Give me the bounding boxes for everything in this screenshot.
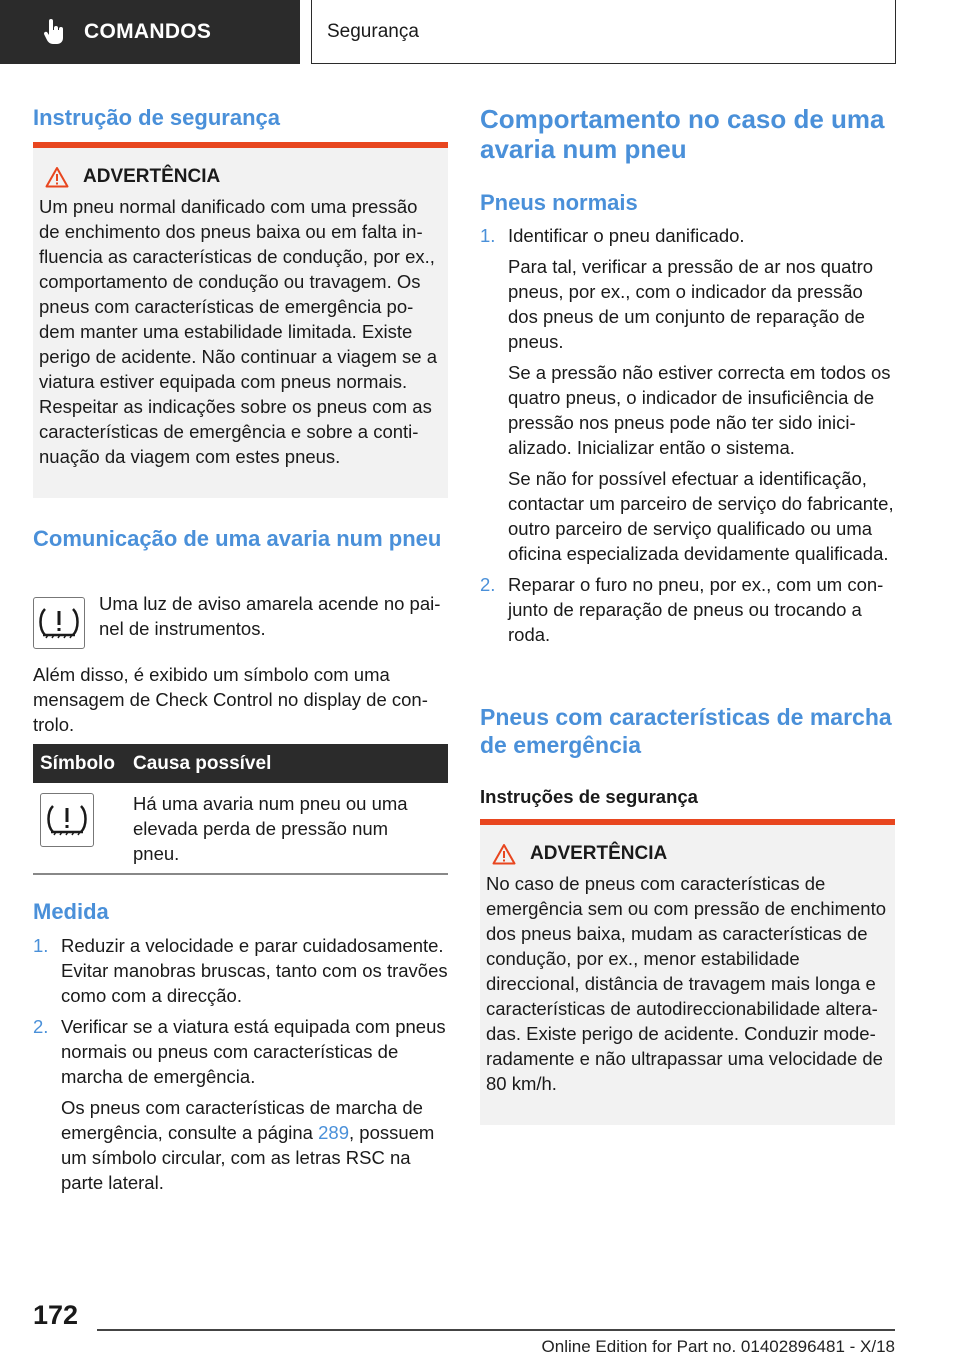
- page-link-289[interactable]: 289: [318, 1122, 349, 1143]
- warning-title: ADVERTÊNCIA: [39, 166, 440, 188]
- warning-triangle-icon: [492, 843, 516, 865]
- table-header: [33, 744, 448, 783]
- table-cell-cause: Há uma avaria num pneu ou uma elevada perda de pressão num pneu.: [133, 793, 408, 864]
- edition-note: Online Edition for Part no. 01402896481 - X/18: [541, 1337, 895, 1356]
- list-item: 2. Reparar o furo no pneu, por ex., com um conjunto de reparação de pneus ou trocando a roda.: [480, 574, 884, 645]
- heading-tire-failure-notice: Comunicação de uma avaria num pneu: [33, 526, 442, 551]
- warning-text: No caso de pneus com características de emergência sem ou com pressão de enchimento dos pneus baixa, mudam as características de condução, por ex., menor estabilidade direccional, distância de travagem mais longa e características de autodireccionabilidade alteradas. Existe perigo de acidente. Conduzir moderadamente e não ultrapassar uma velocidade de 80 km/h.: [486, 873, 887, 1094]
- heading-measure: Medida: [33, 899, 109, 924]
- list-item: 1. Identificar o pneu danificado. Para tal, verificar a pressão de ar nos quatro pneus, por ex., com o indicador da pressão dos pneus de um conjunto de reparação de pneus. Se a pressão não estiver correcta em todos os quatro pneus, o indicador de insuficiência de pressão nos pneus pode não ter sido inicializado. Inicializar então o sistema. Se não for possível efectuar a identificação, contactar um parceiro de serviço do fabricante, outro parceiro de serviço qualificado ou uma oficina especializada devidamente qualificada.: [480, 225, 894, 564]
- section-tab: [0, 0, 300, 64]
- heading-normal-tires: Pneus normais: [480, 190, 638, 215]
- heading-safety-instruction: Instrução de segurança: [33, 105, 280, 130]
- tire-pressure-warning-icon: [37, 603, 81, 643]
- tire-pressure-warning-icon: [45, 800, 89, 840]
- measure-steps: [33, 933, 448, 1201]
- table-divider: [33, 873, 448, 875]
- column-header-cause: Causa possível: [133, 752, 272, 774]
- list-item: 1. Reduzir a velocidade e parar cuidadosamente. Evitar manobras bruscas, tanto com os travões como com a direcção.: [33, 935, 448, 1006]
- section-title: COMANDOS: [84, 20, 212, 43]
- chapter-title: Segurança: [327, 20, 419, 42]
- warning-box: [480, 819, 895, 1125]
- page-number: 172: [33, 1300, 79, 1330]
- table-symbol: [40, 793, 94, 847]
- warning-lamp-text: Uma luz de aviso amarela acende no painel de instrumentos.: [99, 593, 441, 639]
- warning-box: [33, 142, 448, 498]
- hand-pointer-icon: [40, 18, 68, 46]
- heading-tire-failure-behavior: Comportamento no caso de uma avaria num pneu: [480, 104, 885, 164]
- column-header-symbol: Símbolo: [40, 752, 115, 774]
- warning-title: ADVERTÊNCIA: [486, 843, 887, 865]
- heading-runflat-tires: Pneus com características de marcha de emergência: [480, 704, 892, 758]
- tire-warning-lamp: [33, 597, 85, 649]
- footer-divider: [97, 1329, 895, 1331]
- heading-safety-instructions: Instruções de segurança: [480, 786, 698, 807]
- chapter-tab: [311, 0, 896, 64]
- normal-tire-steps: [480, 223, 895, 653]
- check-control-text: Além disso, é exibido um símbolo com uma mensagem de Check Control no display de controlo.: [33, 664, 428, 735]
- warning-text: Um pneu normal danificado com uma pressão de enchimento dos pneus baixa ou em falta influencia as características de condução, por ex., comportamento de condução ou travagem. Os pneus com características de emergência podem manter uma estabilidade limitada. Existe perigo de acidente. Não continuar a viagem se a viatura estiver equipada com pneus normais. Respeitar as indicações sobre os pneus com as características de emergência e sobre a continuação da viagem com estes pneus.: [39, 196, 438, 467]
- warning-triangle-icon: [45, 166, 69, 188]
- list-item: 2. Verificar se a viatura está equipada com pneus normais ou pneus com características de marcha de emergência. Os pneus com características de marcha de emergência, consulte a página 289, possuem um símbolo circular, com as letras RSC na parte lateral.: [33, 1014, 448, 1195]
- rsc-note: Os pneus com características de marcha de emergência, consulte a página 289, possuem um símbolo circular, com as letras RSC na parte lateral.: [61, 1097, 435, 1193]
